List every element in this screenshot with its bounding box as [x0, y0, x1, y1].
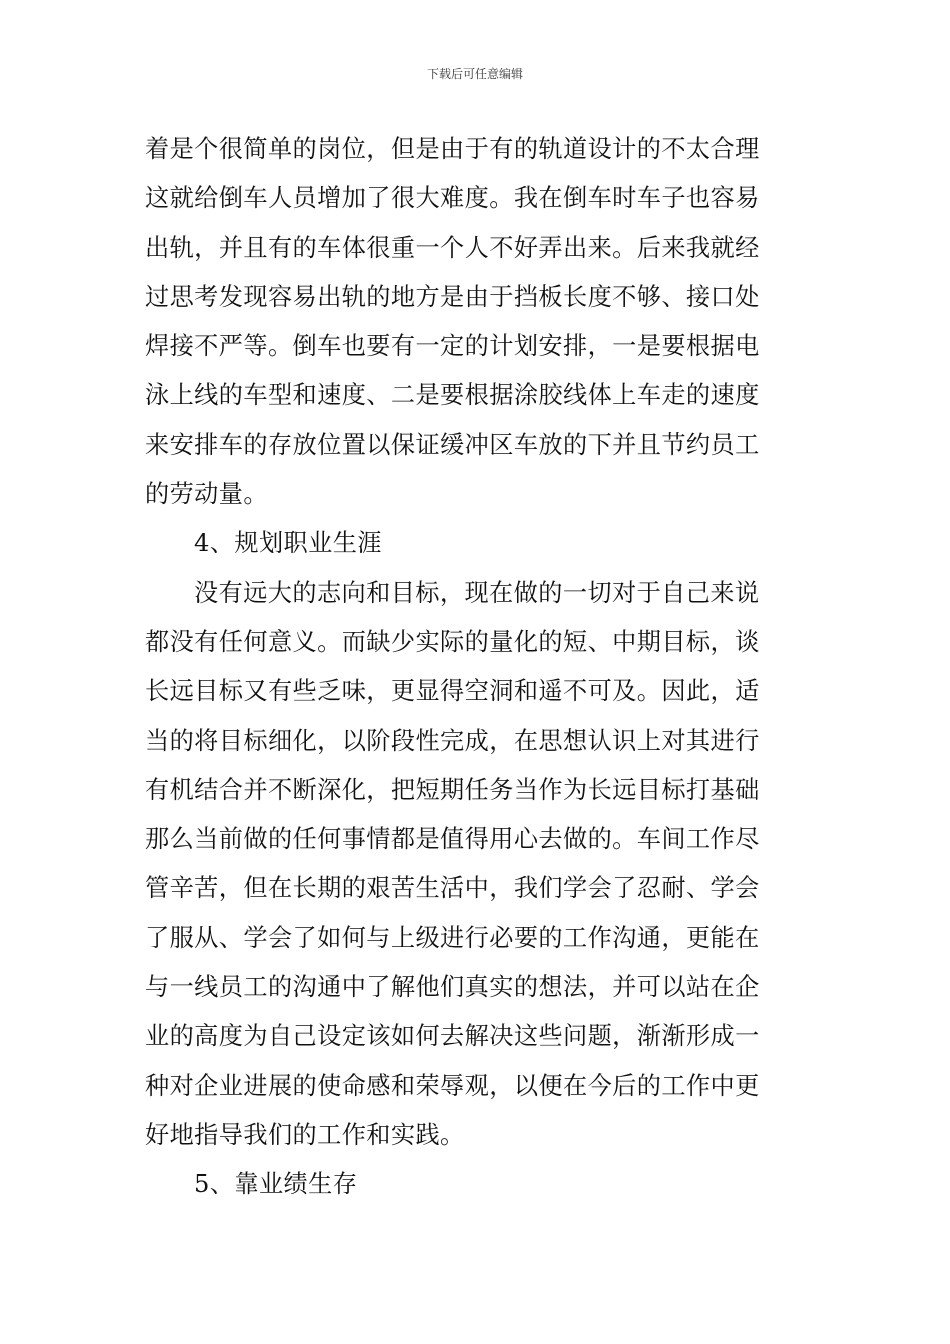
text-line: 来安排车的存放位置以保证缓冲区车放的下并且节约员工: [145, 430, 760, 459]
text-line: 管辛苦，但在长期的艰苦生活中，我们学会了忍耐、学会: [145, 874, 760, 903]
text-line: 有机结合并不断深化，把短期任务当作为长远目标打基础: [145, 775, 760, 804]
section-heading-4: 4、规划职业生涯: [194, 529, 382, 558]
text-line: 焊接不严等。倒车也要有一定的计划安排，一是要根据电: [145, 332, 760, 361]
text-line: 出轨，并且有的车体很重一个人不好弄出来。后来我就经: [145, 233, 760, 262]
document-body: [145, 125, 810, 1210]
text-line: 长远目标又有些乏味，更显得空洞和遥不可及。因此，适: [145, 677, 760, 706]
text-line: 过思考发现容易出轨的地方是由于挡板长度不够、接口处: [145, 282, 760, 311]
text-line: 当的将目标细化，以阶段性完成，在思想认识上对其进行: [145, 726, 760, 755]
text-line: 种对企业进展的使命感和荣辱观，以便在今后的工作中更: [145, 1071, 760, 1100]
page-header-note: 下载后可任意编辑: [426, 67, 523, 81]
text-line: 与一线员工的沟通中了解他们真实的想法，并可以站在企: [145, 973, 760, 1002]
paragraph-2: [145, 569, 810, 1161]
text-line: 那么当前做的任何事情都是值得用心去做的。车间工作尽: [145, 825, 760, 854]
text-line: 这就给倒车人员增加了很大难度。我在倒车时车子也容易: [145, 184, 760, 213]
text-line: 着是个很简单的岗位，但是由于有的轨道设计的不太合理: [145, 135, 760, 163]
text-line: 业的高度为自己设定该如何去解决这些问题，渐渐形成一: [145, 1022, 760, 1051]
text-line: 的劳动量。: [145, 480, 268, 509]
text-line: 好地指导我们的工作和实践。: [145, 1120, 465, 1149]
text-line: 没有远大的志向和目标，现在做的一切对于自己来说: [194, 578, 760, 607]
text-line: 泳上线的车型和速度、二是要根据涂胶线体上车走的速度: [145, 381, 760, 410]
paragraph-1: [145, 125, 810, 519]
section-heading-5: 5、靠业绩生存: [194, 1170, 358, 1199]
text-line: 都没有任何意义。而缺少实际的量化的短、中期目标，谈: [145, 627, 760, 656]
text-line: 了服从、学会了如何与上级进行必要的工作沟通，更能在: [145, 923, 760, 952]
